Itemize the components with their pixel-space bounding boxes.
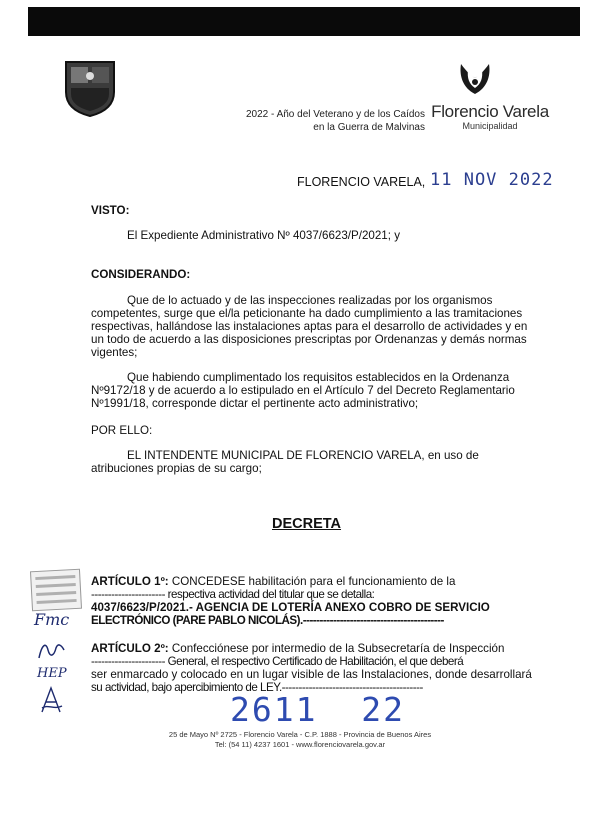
article-2-line1 — [91, 642, 504, 656]
article-1-text: CONCEDESE habilitación para el funcionamiento de la — [168, 575, 456, 588]
article-1-line4: ELECTRÓNICO (PARE PABLO NICOLÁS).------------------------------------------ — [91, 614, 444, 627]
considerando-p1-line5: vigentes; — [91, 346, 138, 359]
footer-address: 25 de Mayo Nº 2725 - Florencio Varela - C.P. 1888 - Provincia de Buenos Aires — [168, 730, 432, 739]
visto-heading: VISTO: — [91, 204, 130, 217]
brand-block — [430, 102, 550, 131]
decree-number-stamp: 2611 22 — [230, 690, 405, 729]
article-1-line2: ---------------------- respectiva actividad del titular que se detalla: — [91, 588, 375, 601]
article-2-text: Confecciónese por intermedio de la Subsecretaría de Inspección — [168, 642, 505, 655]
considerando-p2-line1: Que habiendo cumplimentado los requisitos establecidos en la Ordenanza — [127, 371, 510, 384]
considerando-p2-line2: Nº9172/18 y de acuerdo a lo estipulado en el Artículo 7 del Decreto Reglamentario — [91, 384, 515, 397]
brand-name: Florencio Varela — [431, 102, 549, 121]
por-ello-line2: atribuciones propias de su cargo; — [91, 462, 262, 475]
footer — [150, 730, 450, 750]
decreta-title: DECRETA — [272, 516, 342, 532]
considerando-p1-line1: Que de lo actuado y de las inspecciones realizadas por los organismos — [127, 294, 493, 307]
por-ello-line1: EL INTENDENTE MUNICIPAL DE FLORENCIO VARELA, en uso de — [127, 449, 479, 462]
article-2-line4: su actividad, bajo apercibimiento de LEY.------------------------------------------ — [91, 681, 423, 694]
brand-subtitle: Municipalidad — [462, 121, 518, 131]
visto-text: El Expediente Administrativo Nº 4037/6623/P/2021; y — [127, 229, 400, 242]
initials-b: HEP — [37, 666, 67, 681]
commemoration-line-1: 2022 - Año del Veterano y de los Caídos — [245, 109, 425, 120]
side-stamp — [30, 569, 82, 612]
redaction-bar — [28, 7, 580, 36]
florencio-varela-logo-icon — [455, 58, 495, 98]
considerando-p1-line4: un todo de acuerdo a las disposiciones prescriptas por Ordenanzas y demás normas — [91, 333, 527, 346]
date-stamp: 11 NOV 2022 — [430, 170, 554, 190]
considerando-p2-line3: Nº1991/18, corresponde dictar el pertinente acto administrativo; — [91, 397, 419, 410]
article-2-label: ARTÍCULO 2º: — [91, 642, 169, 655]
signature-scribble-1-icon — [36, 640, 66, 662]
signature-scribble-2-icon — [38, 684, 64, 714]
initials-a: Fmc — [34, 610, 70, 629]
commemoration-text — [215, 108, 425, 134]
article-1-line1 — [91, 575, 455, 589]
commemoration-line-2: en la Guerra de Malvinas — [313, 122, 425, 133]
considerando-p1-line2: competentes, surge que el/la peticionante ha dado cumplimiento a las tramitaciones — [91, 307, 523, 320]
footer-contact: Tel: (54 11) 4237 1601 - www.florenciovarela.gov.ar — [214, 740, 386, 749]
por-ello-heading: POR ELLO: — [91, 424, 153, 437]
considerando-heading: CONSIDERANDO: — [91, 268, 191, 281]
place-label: FLORENCIO VARELA, — [297, 175, 426, 189]
article-2-line3: ser enmarcado y colocado en un lugar visible de las Instalaciones, donde desarrollará — [91, 668, 532, 681]
article-2-line2: ---------------------- General, el respectivo Certificado de Habilitación, el que deberá — [91, 655, 464, 668]
considerando-p1-line3: respectivas, hallándose las instalaciones aptas para el desarrollo de actividades y en — [91, 320, 528, 333]
article-1-label: ARTÍCULO 1º: — [91, 575, 169, 588]
municipal-shield-icon — [62, 58, 118, 118]
article-1-line3: 4037/6623/P/2021.- AGENCIA DE LOTERÍA ANEXO COBRO DE SERVICIO — [91, 601, 490, 614]
